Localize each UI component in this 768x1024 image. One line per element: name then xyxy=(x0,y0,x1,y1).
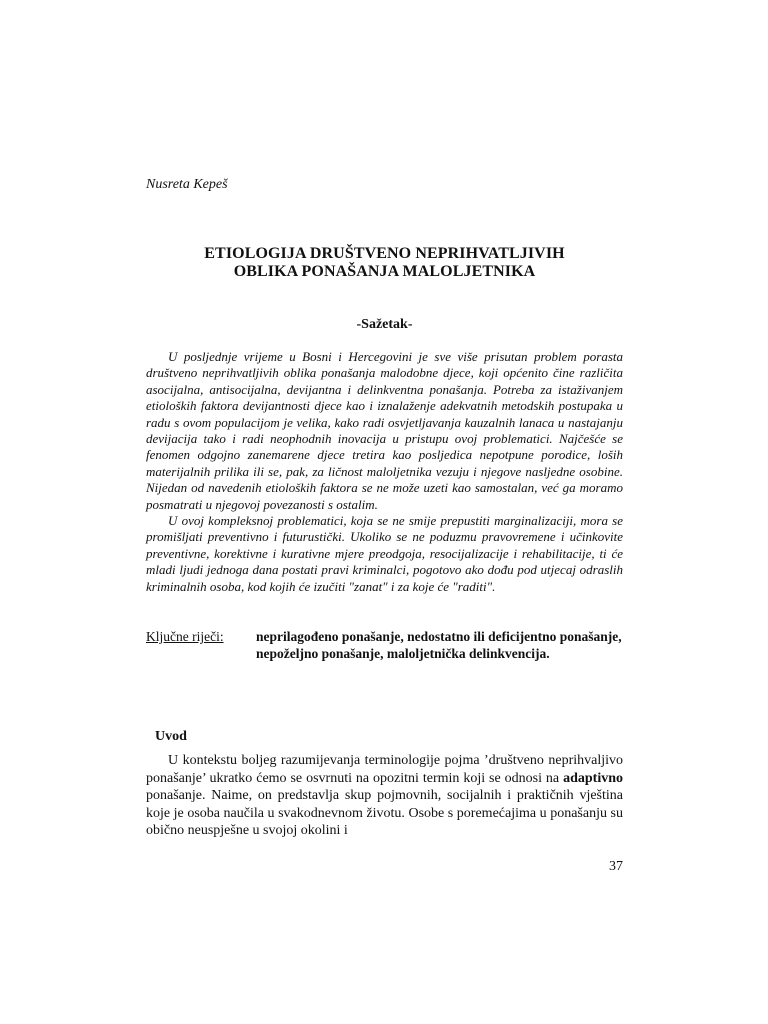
keywords-text: neprilagođeno ponašanje, nedostatno ili deficijentno ponašanje, nepoželjno ponašanje, maloljetnička delinkvencija. xyxy=(256,629,622,661)
document-page xyxy=(146,0,623,1024)
title-line-2: OBLIKA PONAŠANJA MALOLJETNIKA xyxy=(233,263,536,280)
keywords-label: Ključne riječi: xyxy=(146,629,224,644)
section-heading: Uvod xyxy=(155,729,187,744)
abstract-paragraph-1: U posljednje vrijeme u Bosni i Hercegovini je sve više prisutan problem porasta društveno neprihvatljivih oblika ponašanja malodobne djece, koji općenito čine različita asocijalna, antisocijalna, devijantna i delinkventna ponašanja. Potreba za istaživanjem etioloških faktora devijantnosti djece kao i iznalaženje adekvatnih metodskih postupaka u radu s ovom populacijom je velika, kako radi osvjetljavanja kauzalnih lanaca u nastajanju devijacija tako i radi neophodnih inovacija u pristupu ovoj problematici. Najčešće se fenomen odgojno zanemarene djece tretira kao posljedica nepotpune porodice, loših materijalnih prilika ili se, pak, za ličnost maloljetnika vezuju i njegove nasljedne osobine. Nijedan od navedenih etioloških faktora se ne može uzeti kao samostalan, već ga moramo posmatrati u njegovoj povezanosti s ostalim. xyxy=(146,349,623,512)
abstract-heading: -Sažetak- xyxy=(356,317,413,332)
abstract-body xyxy=(146,349,623,595)
section-paragraph xyxy=(146,752,623,840)
abstract-paragraph-2: U ovoj kompleksnoj problematici, koja se ne smije prepustiti marginalizaciji, mora se promišljati preventivno i futurustički. Ukoliko se ne poduzmu pravovremene i učinkovite preventivne, korektivne i kurativne mjere preodgoja, resocijalizacije i rehabilitacije, ti će mladi ljudi jednoga dana postati pravi kriminalci, pogotovo ako dođu pod utjecaj odraslih kriminalnih osoba, kod kojih će izučiti "zanat" i za koje će "raditi". xyxy=(146,513,623,594)
body-text-start: U kontekstu boljeg razumijevanja terminologije pojma ’društveno neprihvaljivo ponašanje’ ukratko ćemo se osvrnuti na opozitni termin koji se odnosi na xyxy=(146,753,623,786)
body-text-end: ponašanje. Naime, on predstavlja skup pojmovnih, socijalnih i praktičnih vještina koje je osoba naučila u svakodnevnom životu. Osobe s poremećajima u ponašanju su obično neuspješne u svojoj okolini i xyxy=(146,788,623,839)
author-name: Nusreta Kepeš xyxy=(146,177,228,192)
title-line-1: ETIOLOGIJA DRUŠTVENO NEPRIHVATLJIVIH xyxy=(204,245,565,262)
section-body xyxy=(146,752,623,840)
keywords-block xyxy=(146,628,623,662)
paper-title xyxy=(146,245,623,281)
body-bold-term: adaptivno xyxy=(563,770,623,786)
page-number: 37 xyxy=(609,859,623,874)
